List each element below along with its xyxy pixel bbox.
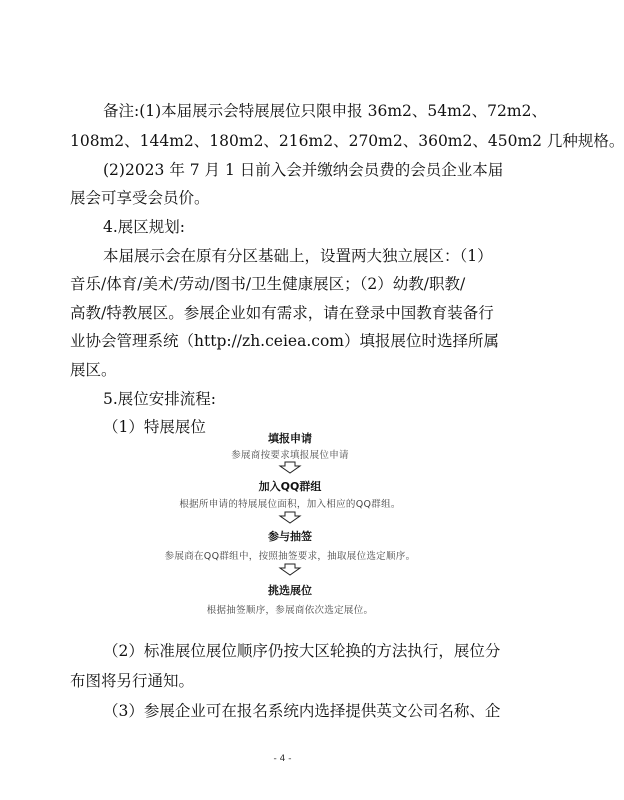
flow-step-desc: 根据抽签顺序，参展商依次选定展位。 (206, 605, 374, 616)
note2-line-1: (2)2023 年 7 月 1 日前入会并缴纳会员费的会员企业本届 (103, 161, 504, 179)
section4-line-4: 业协会管理系统（http://zh.ceiea.com）填报展位时选择所属 (70, 332, 499, 350)
page-number: - 4 - (273, 754, 292, 764)
booth-process-flowchart (140, 430, 440, 625)
note-line-2: 108m2、144m2、180m2、216m2、270m2、360m2、450m2 几种规格。 (70, 132, 624, 150)
down-arrow-icon (276, 462, 304, 474)
section5-sub1: （1）特展展位 (103, 418, 206, 436)
flow-step-title: 加入QQ群组 (258, 480, 322, 493)
section4-line-1: 本届展示会在原有分区基础上，设置两大独立展区：（1） (103, 247, 493, 265)
flow-step-desc: 根据所申请的特展展位面积，加入相应的QQ群组。 (179, 499, 401, 510)
section4-heading: 4.展区规划: (103, 218, 186, 236)
section5-sub2-line-1: （2）标准展位展位顺序仍按大区轮换的方法执行，展位分 (103, 642, 501, 660)
section4-line-2: 音乐/体育/美术/劳动/图书/卫生健康展区；（2）幼教/职教/ (70, 275, 466, 293)
flow-step-title: 挑选展位 (268, 584, 312, 597)
note-line-1: 备注:(1)本届展示会特展展位只限申报 36m2、54m2、72m2、 (103, 102, 547, 120)
note2-line-2: 展会可享受会员价。 (70, 189, 210, 207)
flow-step-desc: 参展商在QQ群组中，按照抽签要求，抽取展位选定顺序。 (164, 551, 416, 562)
flow-step-title: 填报申请 (268, 432, 312, 445)
down-arrow-icon (276, 512, 304, 524)
section5-heading: 5.展位安排流程: (103, 390, 217, 408)
section5-sub3-line-1: （3）参展企业可在报名系统内选择提供英文公司名称、企 (103, 702, 501, 720)
section4-line-5: 展区。 (70, 361, 117, 379)
section5-sub2-line-2: 布图将另行通知。 (70, 672, 195, 690)
down-arrow-icon (276, 564, 304, 576)
flow-step-desc: 参展商按要求填报展位申请 (231, 450, 349, 461)
section4-line-3: 高教/特教展区。参展企业如有需求，请在登录中国教育装备行 (70, 304, 494, 322)
flow-step-title: 参与抽签 (268, 530, 312, 543)
